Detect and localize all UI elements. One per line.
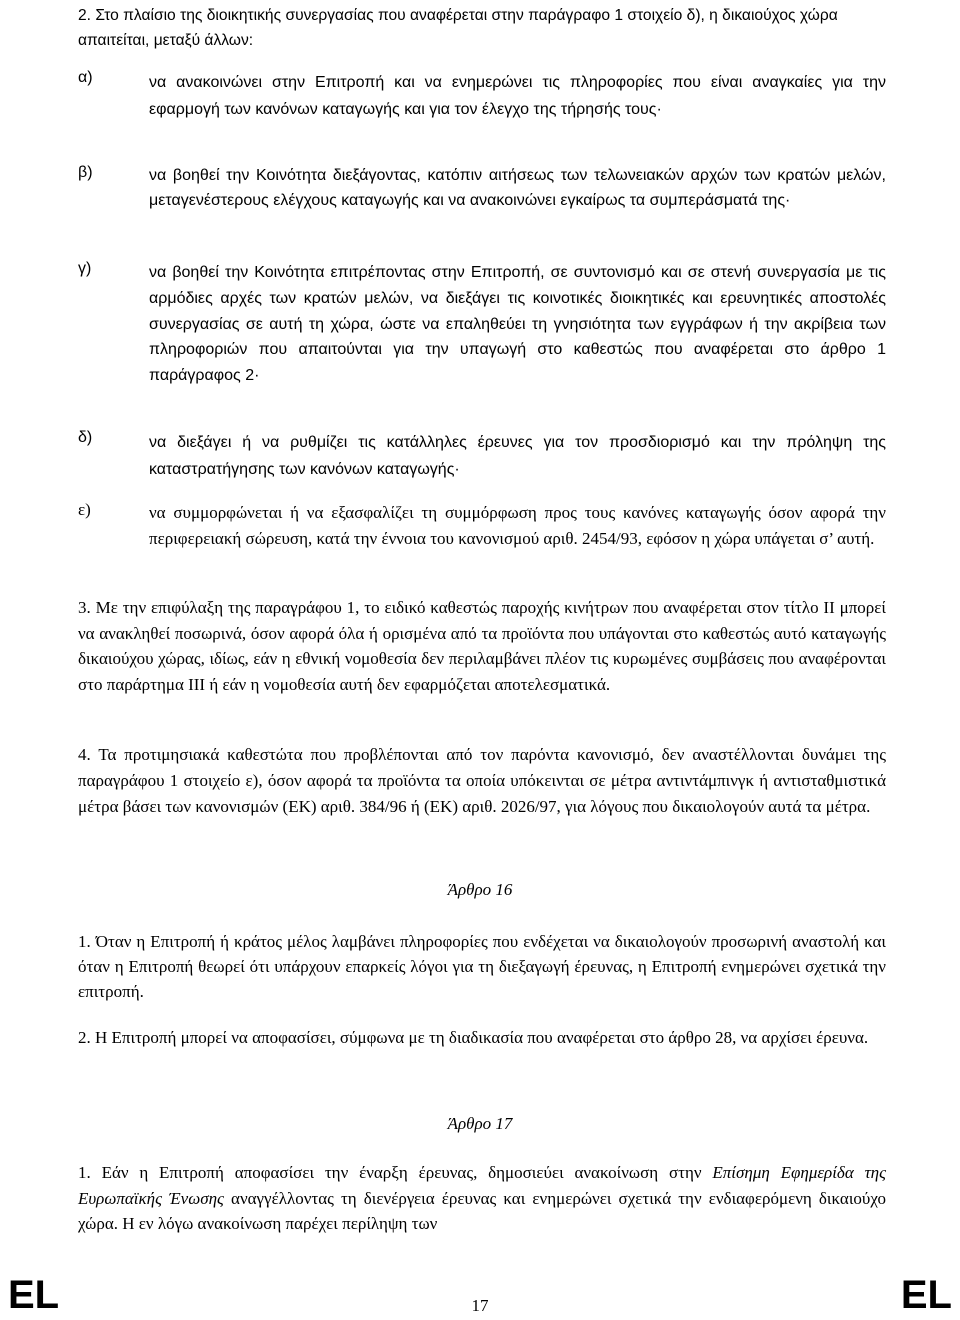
list-item-d	[78, 429, 886, 483]
list-label: β)	[78, 164, 93, 181]
list-text: να ανακοινώνει στην Επιτροπή και να ενημερώνει τις πληροφορίες που είναι αναγκαίες για την εφαρμογή των κανόνων καταγωγής και για τον έλεγχο της τήρησής τους·	[149, 74, 886, 118]
paragraph-3: 3. Με την επιφύλαξη της παραγράφου 1, το ειδικό καθεστώς παροχής κινήτρων που αναφέρεται στον τίτλο ΙΙ μπορεί να ανακληθεί ποσωρινά, όσον αφορά όλα ή ορισμένα από τα προϊόντα που υπάγονται στο καθεστώς αυτό καταγωγής δικαιούχου χώρας, ιδίως, εάν η εθνική νομοθεσία δεν περιλαμβάνει πλέον τις κυρωμένες συμβάσεις που αναφέρονται στο παράρτημα ΙΙΙ ή εάν η νομοθεσία αυτή δεν εφαρμόζεται αποτελεσματικά.	[78, 598, 886, 694]
paragraph-4: 4. Τα προτιμησιακά καθεστώτα που προβλέπονται από τον παρόντα κανονισμό, δεν αναστέλλονται δυνάμει της παραγράφου 1 στοιχείο ε), όσον αφορά τα προϊόντα τα οποία υπόκεινται σε μέτρα αντιντάμπινγκ ή αντισταθμιστικά μέτρα βάσει των κανονισμών (ΕΚ) αριθ. 384/96 ή (ΕΚ) αριθ. 2026/97, για λόγους που δικαιολογούν αυτά τα μέτρα.	[78, 745, 886, 816]
official-journal-title: Επίσημη Εφημερίδα της Ευρωπαϊκής Ένωσης	[78, 1163, 886, 1208]
list-item-e	[78, 500, 886, 551]
article-17-text-end: αναγγέλλοντας τη διενέργεια έρευνας και ενημερώνει σχετικά την ενδιαφερόμενη δικαιούχο χώρα. Η εν λόγω ανακοίνωση παρέχει περίληψη των	[78, 1188, 886, 1233]
article-17-paragraph-1	[78, 1160, 886, 1237]
list-label: ε)	[78, 500, 91, 519]
article-16-heading: Άρθρο 16	[447, 880, 513, 899]
article-16-paragraph-2: 2. Η Επιτροπή μπορεί να αποφασίσει, σύμφωνα με τη διαδικασία που αναφέρεται στο άρθρο 28, να αρχίσει έρευνα.	[78, 1028, 869, 1047]
list-item-a	[78, 69, 886, 123]
language-tag-right: EL	[900, 1273, 952, 1317]
list-text: να διεξάγει ή να ρυθμίζει τις κατάλληλες έρευνες για τον προσδιορισμό και την πρόληψη της καταστρατήγησης των κανόνων καταγωγής·	[149, 434, 886, 478]
article-17-heading: Άρθρο 17	[447, 1114, 513, 1133]
list-label: α)	[78, 69, 93, 86]
list-text: να βοηθεί την Κοινότητα διεξάγοντας, κατόπιν αιτήσεως των τελωνειακών αρχών των κρατών μελών, μεταγενέστερους ελέγχους καταγωγής και να ανακοινώνει εγκαίρως τα συμπεράσματά της·	[149, 167, 886, 209]
list-text: να συμμορφώνεται ή να εξασφαλίζει τη συμμόρφωση προς τους κανόνες καταγωγής όσον αφορά την περιφερειακή σώρευση, κατά την έννοια του κανονισμού αριθ. 2454/93, εφόσον η χώρα υπάγεται σ’ αυτή.	[149, 503, 886, 548]
article-16-paragraph-1: 1. Όταν η Επιτροπή ή κράτος μέλος λαμβάνει πληροφορίες που ενδέχεται να δικαιολογούν προσωρινή αναστολή και όταν η Επιτροπή θεωρεί ότι υπάρχουν επαρκείς λόγοι για τη διεξαγωγή έρευνας, η Επιτροπή ενημερώνει σχετικά την επιτροπή.	[78, 932, 886, 1001]
list-item-b	[78, 164, 886, 213]
page-number: 17	[471, 1296, 489, 1315]
list-label: γ)	[78, 260, 92, 277]
language-tag-left: EL	[8, 1273, 60, 1317]
article-17-text-start: 1. Εάν η Επιτροπή αποφασίσει την έναρξη έρευνας, δημοσιεύει ανακοίνωση στην	[78, 1163, 713, 1182]
list-item-c	[78, 260, 886, 389]
list-label: δ)	[78, 429, 93, 446]
list-text: να βοηθεί την Κοινότητα επιτρέποντας στην Επιτροπή, σε συντονισμό και σε στενή συνεργασία με τις αρμόδιες αρχές των κρατών μελών, να διεξάγει τις κοινοτικές διοικητικές και ερευνητικές αποστολές συνεργασίας σε αυτή τη χώρα, ώστε να επαληθεύει τη γνησιότητα των εγγράφων ή την ακρίβεια των πληροφοριών που απαιτούνται για την υπαγωγή στο καθεστώς που αναφέρεται στο άρθρο 1 παράγραφος 2·	[149, 264, 886, 385]
paragraph-2-intro: 2. Στο πλαίσιο της διοικητικής συνεργασίας που αναφέρεται στην παράγραφο 1 στοιχείο δ), η δικαιούχος χώρα απαιτείται, μεταξύ άλλων:	[78, 7, 838, 49]
